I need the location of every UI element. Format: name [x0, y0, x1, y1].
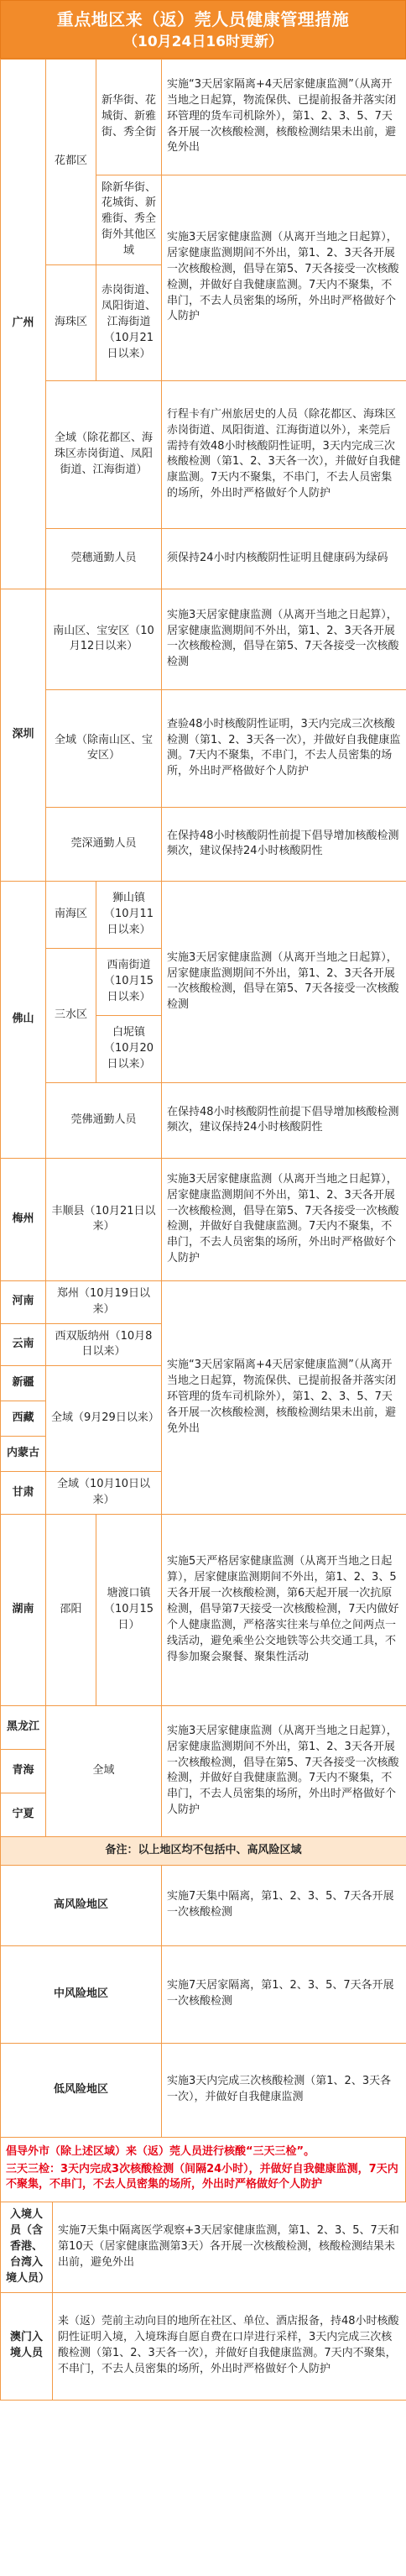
province-henan: 河南	[1, 1280, 46, 1323]
measures-table	[0, 59, 406, 2138]
province-xizang: 西藏	[1, 1401, 46, 1437]
measure-cell: 须保持24小时内核酸阴性证明且健康码为绿码	[162, 528, 406, 589]
province-ningxia: 宁夏	[1, 1793, 46, 1836]
province-hunan: 湖南	[1, 1514, 46, 1705]
measure-cell: 实施“3天居家隔离+4天居家健康监测”（从离开当地之日起算，物流保供、已提前报备并落实闭环管理的货车司机除外），第1、2、3、5、7天各开展一次核酸检测，核酸检测结果未出前，避免外出	[162, 59, 406, 175]
macao-label: 澳门入境人员	[1, 2292, 53, 2400]
measure-cell: 行程卡有广州旅居史的人员（除花都区、海珠区赤岗街道、凤阳街道、江海街道以外），来莞后需持有效48小时核酸阴性证明，3天内完成三次核酸检测（第1、2、3天各一次），并做好自我健康监测。7天内不聚集，不串门，不去人员密集的场所，外出时严格做好个人防护	[162, 380, 406, 528]
area-tangdukou: 塘渡口镇（10月15日）	[96, 1514, 162, 1705]
advice-line2: 三天三检：3天内完成3次核酸检测（间隔24小时），并做好自我健康监测，7天内不聚集，不串门，不去人员密集的场所，外出时严格做好个人防护	[6, 2162, 398, 2191]
province-shenzhen: 深圳	[1, 589, 46, 881]
area-fengshun: 丰顺县（10月21日以来）	[46, 1158, 162, 1280]
area-nx-all: 全域	[46, 1705, 162, 1836]
province-neimenggu: 内蒙古	[1, 1437, 46, 1472]
table-row	[1, 1514, 406, 1705]
area-gz-all: 全域（除花都区、海珠区赤岗街道、凤阳街道、江海街道）	[46, 380, 162, 528]
province-gansu: 甘肃	[1, 1472, 46, 1515]
table-row	[1, 881, 406, 948]
risk-low: 低风险地区	[1, 2043, 162, 2137]
area-xishuangbanna: 西双版纳州（10月8日以来）	[46, 1323, 162, 1366]
province-meizhou: 梅州	[1, 1158, 46, 1280]
table-row	[1, 807, 406, 881]
province-yunnan: 云南	[1, 1323, 46, 1366]
measure-cell: 实施7天集中隔离医学观察+3天居家健康监测，第1、2、3、5、7天和第10天（居家健康监测第3天）各开展一次核酸检测，核酸检测结果未出前，避免外出	[53, 2202, 406, 2292]
area-huadu: 新华街、花城街、新雅街、秀全街	[96, 59, 162, 175]
area-zhengzhou: 郑州（10月19日以来）	[46, 1280, 162, 1323]
page-subtitle: （10月24日16时更新）	[123, 34, 283, 50]
sz-commute: 莞深通勤人员	[46, 807, 162, 881]
province-xinjiang: 新疆	[1, 1366, 46, 1401]
table-row	[1, 528, 406, 589]
area-huadu-other: 除新华街、花城街、新雅街、秀全街外其他区域	[96, 175, 162, 264]
table-row	[1, 1082, 406, 1158]
note-text: 备注：以上地区均不包括中、高风险区域	[1, 1836, 406, 1865]
measure-cell: 实施3天居家健康监测（从离开当地之日起算），居家健康监测期间不外出，第1、2、3天各开展一次核酸检测，倡导在第5、7天各接受一次核酸检测	[162, 881, 406, 1082]
area-sz-nanshan: 南山区、宝安区（10月12日以来）	[46, 589, 162, 689]
measure-cell: 来（返）莞前主动向目的地所在社区、单位、酒店报备，持48小时核酸阴性证明入境，入境珠海自愿自费在口岸进行采样，3天内完成三次核酸检测（第1、2、3天各一次），并做好自我健康监测。7天内不聚集，不串门，不去人员密集的场所，外出时严格做好个人防护	[53, 2292, 406, 2400]
measure-cell: 实施7天居家隔离，第1、2、3、5、7天各开展一次核酸检测	[162, 1945, 406, 2043]
page-title: 重点地区来（返）莞人员健康管理措施	[56, 9, 350, 29]
table-row	[1, 380, 406, 528]
measure-cell: 实施3天居家健康监测（从离开当地之日起算），居家健康监测期间不外出，第1、2、3天各开展一次核酸检测，倡导在第5、7天各接受一次核酸检测，并做好自我健康监测。7天内不聚集，不串门，不去人员密集的场所，外出时严格做好个人防护	[162, 1705, 406, 1836]
measure-cell: 实施3天内完成三次核酸检测（第1、2、3天各一次），并做好自我健康监测	[162, 2043, 406, 2137]
city-shaoyang: 邵阳	[46, 1514, 96, 1705]
area-sz-all: 全域（除南山区、宝安区）	[46, 689, 162, 807]
header	[0, 0, 406, 59]
table-row	[1, 2292, 406, 2400]
measure-cell: 实施5天严格居家健康监测（从离开当地之日起算），居家健康监测期间不外出，第1、2、3、5天各开展一次核酸检测，第6天起开展一次抗原检测，倡导第7天接受一次核酸检测，7天内做好个人健康监测，严格落实往来与单位之间两点一线活动，避免乘坐公交地铁等公共交通工具，不得参加聚会聚餐、聚集性活动	[162, 1514, 406, 1705]
province-foshan: 佛山	[1, 881, 46, 1158]
table-row	[1, 589, 406, 689]
measure-cell: 实施“3天居家隔离+4天居家健康监测”（从离开当地之日起算，物流保供、已提前报备并落实闭环管理的货车司机除外），第1、2、3、5、7天各开展一次核酸检测，核酸检测结果未出前，避免外出	[162, 1280, 406, 1514]
area-xinan: 西南街道（10月15日以来）	[96, 948, 162, 1015]
inbound-table	[0, 2202, 406, 2400]
measure-cell: 在保持48小时核酸阴性前提下倡导增加核酸检测频次，建议保持24小时核酸阴性	[162, 807, 406, 881]
table-row	[1, 2043, 406, 2137]
province-heilongjiang: 黑龙江	[1, 1705, 46, 1749]
district-huadu: 花都区	[46, 59, 96, 264]
advice-block	[0, 2138, 406, 2202]
measure-cell: 实施7天集中隔离，第1、2、3、5、7天各开展一次核酸检测	[162, 1865, 406, 1945]
measure-cell: 查验48小时核酸阴性证明，3天内完成三次核酸检测（第1、2、3天各一次），并做好自我健康监测。7天内不聚集，不串门，不去人员密集的场所，外出时严格做好个人防护	[162, 689, 406, 807]
table-row	[1, 1158, 406, 1280]
fs-commute: 莞佛通勤人员	[46, 1082, 162, 1158]
area-baini: 白坭镇（10月20日以来）	[96, 1015, 162, 1082]
table-row	[1, 2202, 406, 2292]
district-sanshui: 三水区	[46, 948, 96, 1082]
table-row	[1, 1280, 406, 1323]
province-guangzhou: 广州	[1, 59, 46, 589]
measure-cell: 实施3天居家健康监测（从离开当地之日起算），居家健康监测期间不外出，第1、2、3天各开展一次核酸检测，倡导在第5、7天各接受一次核酸检测	[162, 589, 406, 689]
table-row	[1, 1705, 406, 1749]
measure-cell: 实施3天居家健康监测（从离开当地之日起算），居家健康监测期间不外出，第1、2、3天各开展一次核酸检测，倡导在第5、7天各接受一次核酸检测，并做好自我健康监测。7天内不聚集，不串门，不去人员密集的场所，外出时严格做好个人防护	[162, 175, 406, 380]
inbound-label: 入境人员（含香港、台湾入境人员）	[1, 2202, 53, 2292]
district-nanhai: 南海区	[46, 881, 96, 948]
table-row	[1, 1836, 406, 1865]
risk-high: 高风险地区	[1, 1865, 162, 1945]
table-row	[1, 689, 406, 807]
gz-commute: 莞穗通勤人员	[46, 528, 162, 589]
area-gansu: 全域（10月10日以来）	[46, 1472, 162, 1515]
table-row	[1, 1865, 406, 1945]
province-qinghai: 青海	[1, 1749, 46, 1793]
risk-mid: 中风险地区	[1, 1945, 162, 2043]
area-shishan: 狮山镇（10月11日以来）	[96, 881, 162, 948]
area-xz-all: 全域（9月29日以来）	[46, 1366, 162, 1472]
district-haizhu: 海珠区	[46, 264, 96, 380]
advice-line1: 倡导外市（除上述区域）来（返）莞人员进行核酸“三天三检”。	[6, 2144, 315, 2158]
measure-cell: 在保持48小时核酸阴性前提下倡导增加核酸检测频次，建议保持24小时核酸阴性	[162, 1082, 406, 1158]
table-row	[1, 1945, 406, 2043]
measure-cell: 实施3天居家健康监测（从离开当地之日起算），居家健康监测期间不外出，第1、2、3天各开展一次核酸检测，倡导在第5、7天各接受一次核酸检测，并做好自我健康监测。7天内不聚集，不串门，不去人员密集的场所，外出时严格做好个人防护	[162, 1158, 406, 1280]
table-row	[1, 59, 406, 175]
area-haizhu: 赤岗街道、凤阳街道、江海街道（10月21日以来）	[96, 264, 162, 380]
